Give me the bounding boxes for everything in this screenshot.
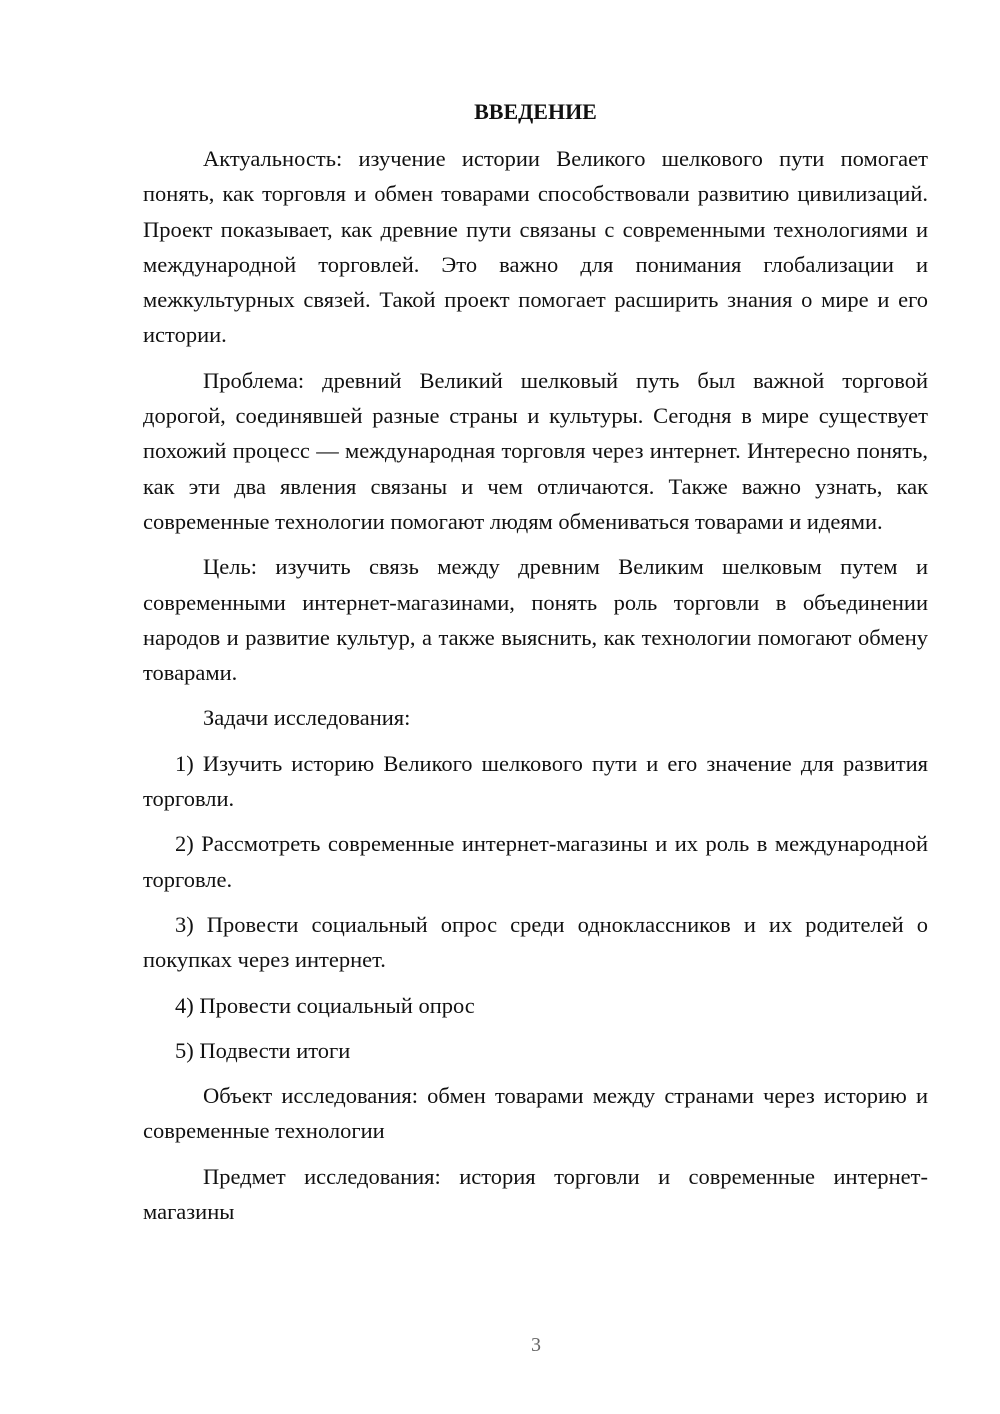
paragraph-goal: Цель: изучить связь между древним Великим шелковым путем и современными интернет-магазинами, понять роль торговли в объединении народов и развитие культур, а также выяснить, как технологии помогают обмену товарами. xyxy=(143,554,928,686)
tasks-title: Задачи исследования: xyxy=(203,705,411,731)
task-item: 2) Рассмотреть современные интернет-магазины и их роль в международной торговле. xyxy=(143,831,928,892)
page-number: 3 xyxy=(531,1334,541,1356)
task-item: 5) Подвести итоги xyxy=(175,1037,351,1063)
page-content xyxy=(143,94,928,1239)
paragraph-object: Объект исследования: обмен товарами между странами через историю и современные технологии xyxy=(143,1083,928,1144)
page-heading: ВВЕДЕНИЕ xyxy=(474,99,597,124)
task-item: 4) Провести социальный опрос xyxy=(175,992,475,1018)
paragraph-problem: Проблема: древний Великий шелковый путь был важной торговой дорогой, соединявшей разные страны и культуры. Сегодня в мире существует похожий процесс — международная торговля через интернет. Интересно понять, как эти два явления связаны и чем отличаются. Также важно узнать, как современные технологии помогают людям обмениваться товарами и идеями. xyxy=(143,367,928,534)
paragraph-subject: Предмет исследования: история торговли и современные интернет-магазины xyxy=(143,1163,928,1225)
task-item: 3) Провести социальный опрос среди одноклассников и их родителей о покупках через интернет. xyxy=(143,911,928,973)
task-item: 1) Изучить историю Великого шелкового пути и его значение для развития торговли. xyxy=(143,750,928,812)
paragraph-relevance: Актуальность: изучение истории Великого шелкового пути помогает понять, как торговля и обмен товарами способствовали развитию цивилизаций. Проект показывает, как древние пути связаны с современными технологиями и международной торговлей. Это важно для понимания глобализации и межкультурных связей. Такой проект помогает расширить знания о мире и его истории. xyxy=(143,146,928,348)
